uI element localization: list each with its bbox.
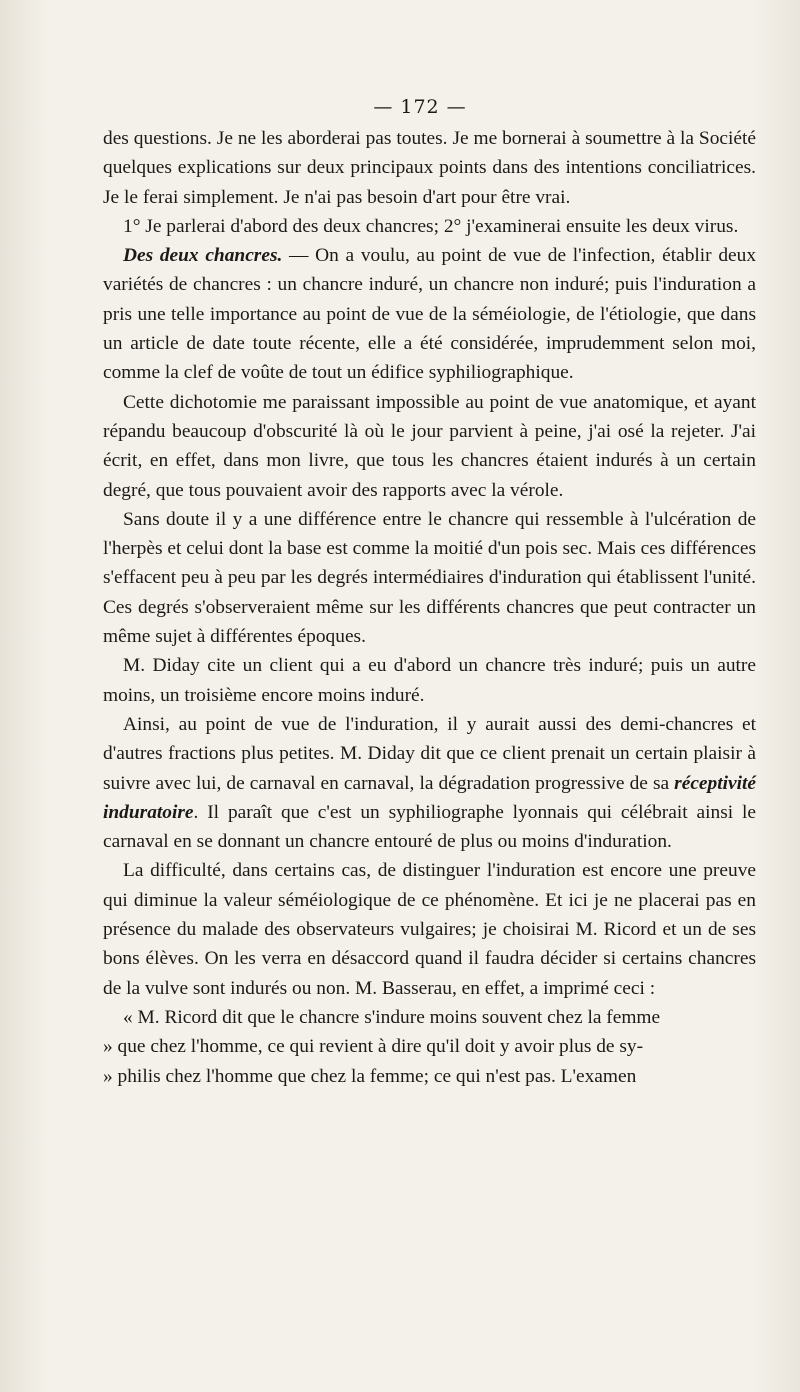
paragraph-2: 1° Je parlerai d'abord des deux chancres; 2° j'examinerai ensuite les deux virus. bbox=[123, 215, 739, 237]
paragraph-3 bbox=[103, 241, 756, 387]
paragraph-4: Cette dichotomie me paraissant impossible au point de vue anatomique, et ayant répandu beaucoup d'obscurité là où le jour parvient à peine, j'ai osé la rejeter. J'ai écrit, en effet, dans mon livre, que tous les chancres étaient indurés à un certain degré, que tous pouvaient avoir des rapports avec la vérole. bbox=[103, 391, 756, 501]
paragraph-8: La difficulté, dans certains cas, de distinguer l'induration est encore une preuve qui diminue la valeur séméiologique de ce phénomène. Et ici je ne placerai pas en présence du malade des observateurs vulgaires; je choisirai M. Ricord et un de ses bons élèves. On les verra en désaccord quand il faudra décider si certains chancres de la vulve sont indurés ou non. M. Basserau, en effet, a imprimé ceci : bbox=[103, 860, 756, 999]
paragraph-3-text: — On a voulu, au point de vue de l'infection, établir deux variétés de chancres : un chancre induré, un chancre non induré; puis l'induration a pris une telle importance au point de vue de la séméiologie, de l'étiologie, que dans un article de date toute récente, elle a été considérée, imprudemment selon moi, comme la clef de voûte de tout un édifice syphiliographique. bbox=[103, 245, 757, 384]
quote-line-3: » philis chez l'homme que chez la femme; ce qui n'est pas. L'examen bbox=[103, 1065, 637, 1087]
paragraph-7-after: . Il paraît que c'est un syphiliographe lyonnais qui célébrait ainsi le carnaval en se donnant un chancre entouré de plus ou moins d'induration. bbox=[103, 801, 756, 853]
emphasis-term: réceptivité induratoire bbox=[103, 772, 756, 823]
body-text bbox=[103, 124, 756, 1091]
paragraph-7 bbox=[103, 710, 756, 856]
paragraph-7-before: Ainsi, au point de vue de l'induration, il y aurait aussi des demi-chancres et d'autres fractions plus petites. M. Diday dit que ce client prenait un certain plaisir à suivre avec lui, de carnaval en carnaval, la dégradation progressive de sa bbox=[103, 713, 756, 794]
page-number: — 172 — bbox=[373, 96, 467, 118]
section-lead: Des deux chancres. bbox=[123, 245, 283, 267]
paragraph-6: M. Diday cite un client qui a eu d'abord un chancre très induré; puis un autre moins, un troisième encore moins induré. bbox=[103, 655, 756, 706]
quote-line-2: » que chez l'homme, ce qui revient à dire qu'il doit y avoir plus de sy- bbox=[103, 1036, 644, 1058]
quote-line-1: « M. Ricord dit que le chancre s'indure moins souvent chez la femme bbox=[123, 1006, 661, 1028]
paragraph-1: des questions. Je ne les aborderai pas toutes. Je me bornerai à soumettre à la Société quelques explications sur deux principaux points dans des intentions conciliatrices. Je le ferai simplement. Je n'ai pas besoin d'art pour être vrai. bbox=[103, 128, 756, 208]
paragraph-5: Sans doute il y a une différence entre le chancre qui ressemble à l'ulcération de l'herpès et celui dont la base est comme la moitié d'un pois sec. Mais ces différences s'effacent peu à peu par les degrés intermédiaires d'induration qui établissent l'unité. Ces degrés s'observeraient même sur les différents chancres que peut contracter un même sujet à différentes époques. bbox=[103, 508, 756, 648]
